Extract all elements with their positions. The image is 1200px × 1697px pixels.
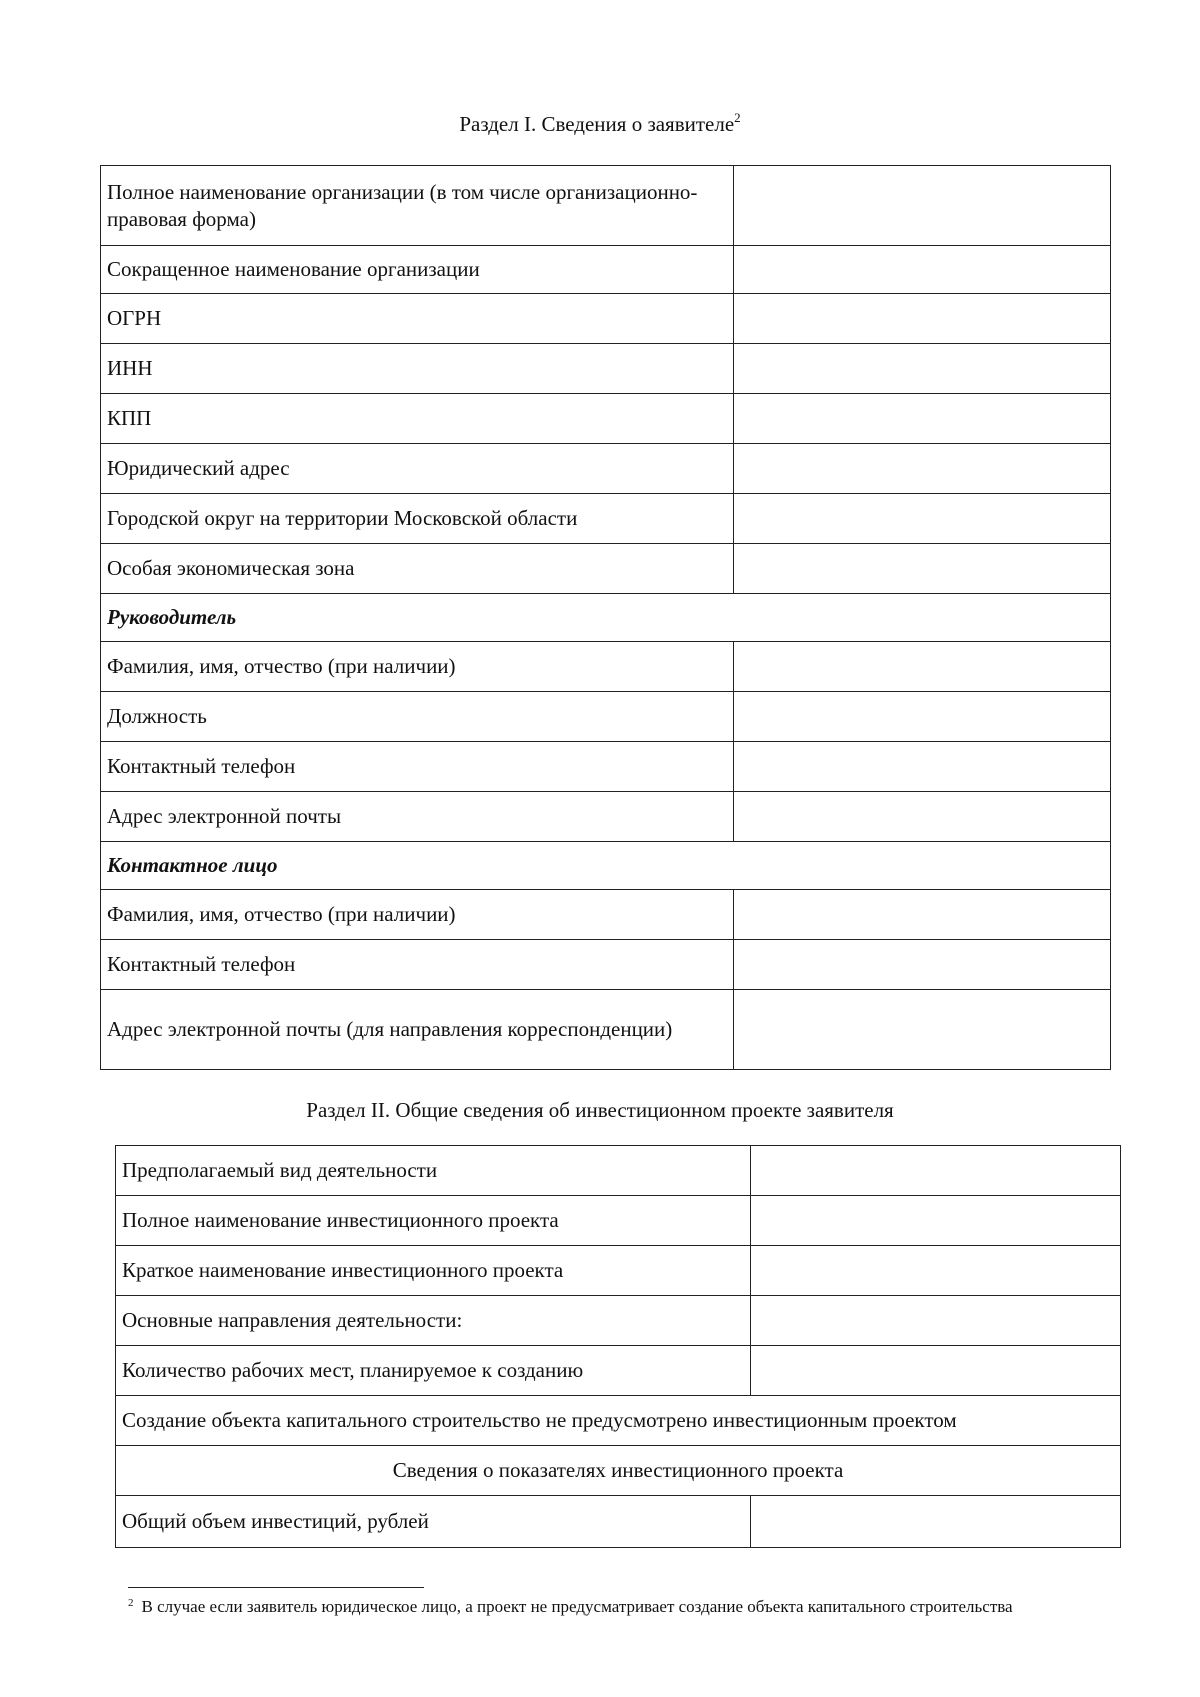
table-row bbox=[101, 294, 1111, 344]
value-field[interactable] bbox=[734, 544, 1111, 594]
table-row bbox=[101, 494, 1111, 544]
footnote-text: В случае если заявитель юридическое лицо, а проект не предусматривает создание объекта капитального строительства bbox=[141, 1597, 1013, 1616]
row-label: Предполагаемый вид деятельности bbox=[116, 1146, 751, 1196]
table-row bbox=[101, 344, 1111, 394]
value-field[interactable] bbox=[734, 494, 1111, 544]
table-row bbox=[101, 444, 1111, 494]
group-header-row bbox=[101, 594, 1111, 642]
table-row bbox=[116, 1146, 1121, 1196]
table-row bbox=[116, 1396, 1121, 1446]
table-row bbox=[116, 1496, 1121, 1548]
table-row bbox=[101, 544, 1111, 594]
table-row bbox=[101, 642, 1111, 692]
table-row bbox=[116, 1346, 1121, 1396]
row-label: ИНН bbox=[101, 344, 734, 394]
group-header-row bbox=[116, 1446, 1121, 1496]
value-field[interactable] bbox=[751, 1496, 1121, 1548]
row-label: Краткое наименование инвестиционного проекта bbox=[116, 1246, 751, 1296]
value-field[interactable] bbox=[734, 344, 1111, 394]
section1-title-text: Раздел I. Сведения о заявителе bbox=[459, 112, 735, 136]
table-row bbox=[101, 166, 1111, 246]
head-group-title: Руководитель bbox=[101, 594, 1111, 642]
row-label: Контактный телефон bbox=[101, 940, 734, 990]
table-row bbox=[101, 394, 1111, 444]
value-field[interactable] bbox=[734, 890, 1111, 940]
row-label: Полное наименование организации (в том числе организационно-правовая форма) bbox=[101, 166, 734, 246]
capital-construction-note: Создание объекта капитального строительство не предусмотрено инвестиционным проектом bbox=[116, 1396, 1121, 1446]
table-row bbox=[101, 246, 1111, 294]
value-field[interactable] bbox=[734, 692, 1111, 742]
indicators-title: Сведения о показателях инвестиционного проекта bbox=[116, 1446, 1121, 1496]
row-label: Полное наименование инвестиционного проекта bbox=[116, 1196, 751, 1246]
table-row bbox=[116, 1196, 1121, 1246]
contact-group-title: Контактное лицо bbox=[101, 842, 1111, 890]
table-row bbox=[101, 742, 1111, 792]
footnote-divider bbox=[128, 1587, 424, 1588]
row-label: КПП bbox=[101, 394, 734, 444]
section2-title: Раздел II. Общие сведения об инвестиционном проекте заявителя bbox=[306, 1098, 894, 1122]
table-row bbox=[101, 990, 1111, 1070]
table-row bbox=[116, 1246, 1121, 1296]
value-field[interactable] bbox=[751, 1196, 1121, 1246]
value-field[interactable] bbox=[734, 294, 1111, 344]
row-label: Фамилия, имя, отчество (при наличии) bbox=[101, 890, 734, 940]
table-row bbox=[101, 792, 1111, 842]
row-label: Юридический адрес bbox=[101, 444, 734, 494]
row-label: ОГРН bbox=[101, 294, 734, 344]
value-field[interactable] bbox=[734, 444, 1111, 494]
value-field[interactable] bbox=[734, 792, 1111, 842]
section1-title bbox=[0, 112, 1200, 136]
value-field[interactable] bbox=[734, 742, 1111, 792]
value-field[interactable] bbox=[734, 394, 1111, 444]
footnote-ref: 2 bbox=[734, 110, 741, 125]
row-label: Адрес электронной почты bbox=[101, 792, 734, 842]
footnote bbox=[128, 1595, 1128, 1619]
row-label: Фамилия, имя, отчество (при наличии) bbox=[101, 642, 734, 692]
value-field[interactable] bbox=[751, 1296, 1121, 1346]
row-label: Особая экономическая зона bbox=[101, 544, 734, 594]
value-field[interactable] bbox=[751, 1146, 1121, 1196]
table-row bbox=[116, 1296, 1121, 1346]
value-field[interactable] bbox=[734, 246, 1111, 294]
table-row bbox=[101, 890, 1111, 940]
row-label: Контактный телефон bbox=[101, 742, 734, 792]
value-field[interactable] bbox=[751, 1246, 1121, 1296]
row-label: Должность bbox=[101, 692, 734, 742]
row-label: Общий объем инвестиций, рублей bbox=[116, 1496, 751, 1548]
row-label: Количество рабочих мест, планируемое к созданию bbox=[116, 1346, 751, 1396]
footnote-number: 2 bbox=[128, 1597, 134, 1609]
row-label: Основные направления деятельности: bbox=[116, 1296, 751, 1346]
project-info-table bbox=[115, 1145, 1121, 1548]
applicant-info-table bbox=[100, 165, 1111, 1070]
group-header-row bbox=[101, 842, 1111, 890]
value-field[interactable] bbox=[734, 990, 1111, 1070]
row-label: Адрес электронной почты (для направления корреспонденции) bbox=[101, 990, 734, 1070]
value-field[interactable] bbox=[734, 940, 1111, 990]
row-label: Сокращенное наименование организации bbox=[101, 246, 734, 294]
table-row bbox=[101, 940, 1111, 990]
value-field[interactable] bbox=[751, 1346, 1121, 1396]
row-label: Городской округ на территории Московской области bbox=[101, 494, 734, 544]
value-field[interactable] bbox=[734, 166, 1111, 246]
table-row bbox=[101, 692, 1111, 742]
value-field[interactable] bbox=[734, 642, 1111, 692]
